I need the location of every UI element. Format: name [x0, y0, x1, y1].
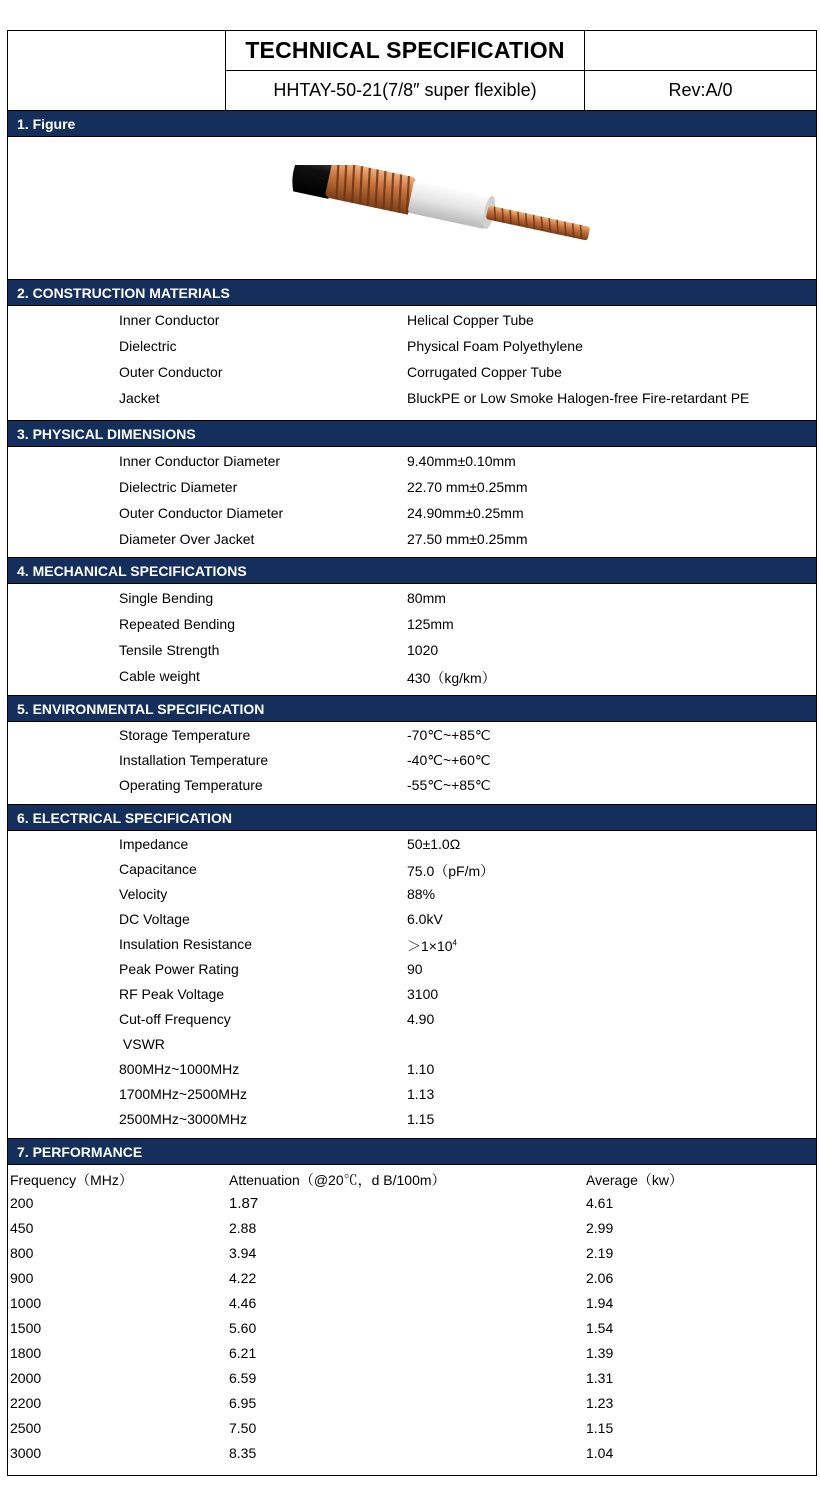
physical-label: Outer Conductor Diameter	[119, 505, 284, 521]
electrical-label: DC Voltage	[119, 911, 190, 927]
coaxial-cable-image	[278, 165, 608, 261]
performance-attenuation-cell: 8.35	[229, 1445, 257, 1461]
electrical-value: 88%	[407, 886, 436, 902]
mechanical-label: Single Bending	[119, 590, 214, 606]
electrical-label: Insulation Resistance	[119, 936, 253, 952]
construction-label: Dielectric	[119, 338, 177, 354]
performance-average-cell: 2.19	[586, 1245, 614, 1261]
performance-frequency-cell: 2200	[10, 1395, 42, 1411]
physical-label: Inner Conductor Diameter	[119, 453, 281, 469]
performance-average-cell: 2.99	[586, 1220, 614, 1236]
performance-attenuation-cell: 4.46	[229, 1295, 257, 1311]
revision-label: Rev:A/0	[668, 80, 733, 100]
electrical-value: 50±1.0Ω	[407, 836, 461, 852]
construction-value: Helical Copper Tube	[407, 312, 534, 328]
environmental-label: Storage Temperature	[119, 727, 251, 743]
performance-col-attenuation: Attenuation（@20℃，d B/100m）	[229, 1172, 446, 1188]
performance-attenuation-cell: 6.59	[229, 1370, 257, 1386]
construction-value: Physical Foam Polyethylene	[407, 338, 583, 354]
electrical-value: 3100	[407, 986, 439, 1002]
mechanical-value: 430（kg/km）	[407, 670, 496, 686]
electrical-value: 1.10	[407, 1061, 435, 1077]
performance-average-cell: 1.23	[586, 1395, 614, 1411]
cable-drawing	[278, 165, 608, 261]
performance-col-frequency: Frequency（MHz）	[10, 1172, 133, 1188]
section-mechanical-header: 4. MECHANICAL SPECIFICATIONS	[8, 557, 816, 584]
performance-average-cell: 1.31	[586, 1370, 614, 1386]
environmental-label: Installation Temperature	[119, 752, 269, 768]
electrical-label: Velocity	[119, 886, 168, 902]
environmental-value: -70℃~+85℃	[407, 727, 491, 743]
performance-attenuation-cell: 4.22	[229, 1270, 257, 1286]
electrical-value: 1.13	[407, 1086, 435, 1102]
performance-frequency-cell: 900	[10, 1270, 34, 1286]
section-electrical-header: 6. ELECTRICAL SPECIFICATION	[8, 804, 816, 831]
construction-label: Outer Conductor	[119, 364, 223, 380]
environmental-label: Operating Temperature	[119, 777, 263, 793]
performance-average-cell: 1.15	[586, 1420, 614, 1436]
performance-attenuation-cell: 5.60	[229, 1320, 257, 1336]
performance-frequency-cell: 1800	[10, 1345, 42, 1361]
performance-frequency-cell: 450	[10, 1220, 34, 1236]
vswr-label: VSWR	[119, 1036, 165, 1052]
construction-value: BluckPE or Low Smoke Halogen-free Fire-retardant PE	[407, 390, 750, 406]
performance-average-cell: 1.04	[586, 1445, 614, 1461]
spec-header	[8, 31, 816, 110]
performance-average-cell: 1.94	[586, 1295, 614, 1311]
physical-value: 27.50 mm±0.25mm	[407, 531, 528, 547]
performance-attenuation-cell: 7.50	[229, 1420, 257, 1436]
mechanical-value: 1020	[407, 642, 439, 658]
section-performance-header: 7. PERFORMANCE	[8, 1138, 816, 1165]
document-title: TECHNICAL SPECIFICATION	[226, 31, 585, 71]
model-number: HHTAY-50-21(7/8″ super flexible)	[226, 71, 585, 110]
section-construction-header: 2. CONSTRUCTION MATERIALS	[8, 279, 816, 306]
environmental-value: -40℃~+60℃	[407, 752, 491, 768]
performance-attenuation-cell: 6.95	[229, 1395, 257, 1411]
mechanical-value: 125mm	[407, 616, 454, 632]
physical-label: Diameter Over Jacket	[119, 531, 255, 547]
construction-label: Jacket	[119, 390, 160, 406]
section-physical-header: 3. PHYSICAL DIMENSIONS	[8, 420, 816, 447]
physical-label: Dielectric Diameter	[119, 479, 238, 495]
electrical-value: 1.15	[407, 1111, 435, 1127]
mechanical-label: Repeated Bending	[119, 616, 235, 632]
cable-dielectric	[407, 179, 492, 229]
electrical-value: 4.90	[407, 1011, 435, 1027]
performance-frequency-cell: 2000	[10, 1370, 42, 1386]
electrical-label: Impedance	[119, 836, 189, 852]
performance-average-cell: 1.39	[586, 1345, 614, 1361]
performance-average-cell: 2.06	[586, 1270, 614, 1286]
physical-value: 24.90mm±0.25mm	[407, 505, 524, 521]
performance-attenuation-cell: 2.88	[229, 1220, 257, 1236]
electrical-value: 75.0（pF/m）	[407, 863, 495, 879]
electrical-value	[407, 936, 457, 956]
electrical-label: RF Peak Voltage	[119, 986, 225, 1002]
electrical-label: 1700MHz~2500MHz	[119, 1086, 248, 1102]
mechanical-value: 80mm	[407, 590, 446, 606]
electrical-value: 90	[407, 961, 423, 977]
electrical-label: Cut-off Frequency	[119, 1011, 231, 1027]
performance-frequency-cell: 1000	[10, 1295, 42, 1311]
section-environmental-header: 5. ENVIRONMENTAL SPECIFICATION	[8, 695, 816, 722]
performance-frequency-cell: 1500	[10, 1320, 42, 1336]
physical-value: 22.70 mm±0.25mm	[407, 479, 528, 495]
performance-frequency-cell: 200	[10, 1195, 34, 1211]
spec-sheet	[7, 30, 817, 1476]
header-blank-cell	[585, 31, 816, 71]
section-figure-header: 1. Figure	[8, 110, 816, 137]
cable-inner-conductor	[486, 205, 591, 240]
electrical-label: Capacitance	[119, 861, 197, 877]
performance-attenuation-cell: 6.21	[229, 1345, 257, 1361]
insulation-exponent: 4	[452, 938, 457, 948]
physical-value: 9.40mm±0.10mm	[407, 453, 516, 469]
construction-value: Corrugated Copper Tube	[407, 364, 562, 380]
logo-cell	[8, 31, 226, 110]
electrical-value: 6.0kV	[407, 911, 443, 927]
performance-frequency-cell: 3000	[10, 1445, 42, 1461]
environmental-value: -55℃~+85℃	[407, 777, 491, 793]
performance-frequency-cell: 800	[10, 1245, 34, 1261]
performance-frequency-cell: 2500	[10, 1420, 42, 1436]
mechanical-label: Tensile Strength	[119, 642, 220, 658]
electrical-label: Peak Power Rating	[119, 961, 239, 977]
performance-attenuation-cell: 1.87	[229, 1195, 259, 1212]
performance-col-average: Average（kw）	[586, 1172, 684, 1188]
electrical-label: 800MHz~1000MHz	[119, 1061, 240, 1077]
construction-label: Inner Conductor	[119, 312, 220, 328]
insulation-value-text: ＞1×10	[407, 938, 453, 954]
electrical-label: 2500MHz~3000MHz	[119, 1111, 248, 1127]
mechanical-label: Cable weight	[119, 668, 200, 684]
performance-average-cell: 4.61	[586, 1195, 614, 1211]
performance-average-cell: 1.54	[586, 1320, 614, 1336]
performance-attenuation-cell: 3.94	[229, 1245, 257, 1261]
